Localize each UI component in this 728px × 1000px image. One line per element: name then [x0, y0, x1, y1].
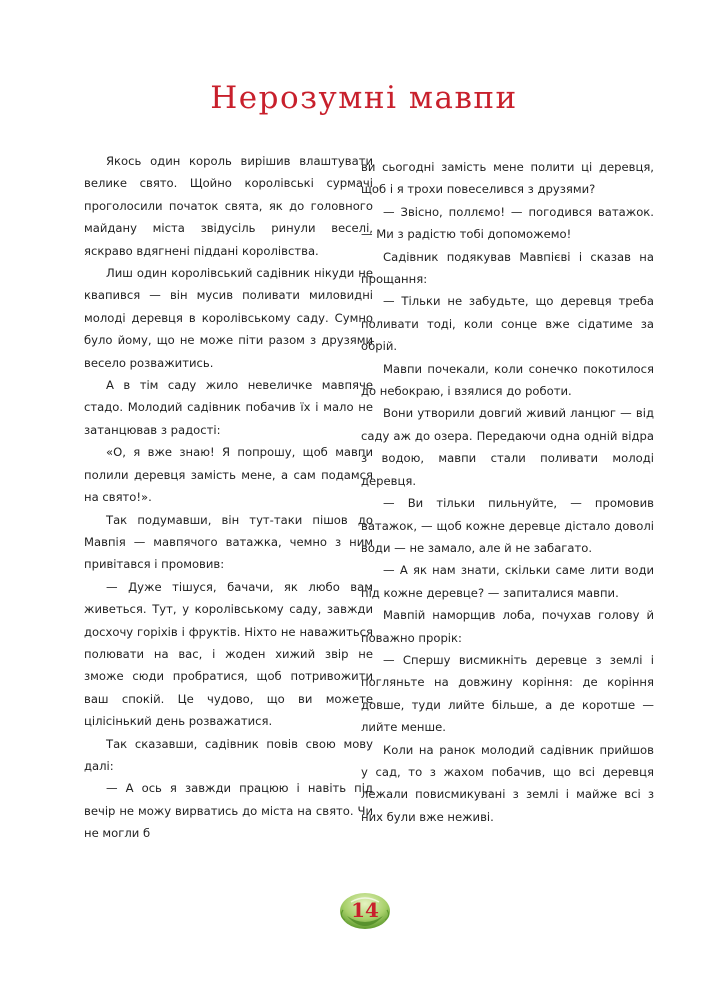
paragraph: «О, я вже знаю! Я попрошу, щоб мавпи полили деревця замість мене, а сам подамся на свято!». [84, 445, 373, 505]
page-number-badge [337, 892, 393, 934]
paragraph: Так подумавши, він тут-таки пішов до Мавпія — мавпячого ватажка, чемно з ним привітався і промовив: [84, 512, 373, 572]
paragraph: — А як нам знати, скільки саме лити води під кожне деревце? — запиталися мавпи. [361, 563, 654, 600]
paragraph: Мавпи почекали, коли сонечко покотилося до небокраю, і взялися до роботи. [361, 361, 654, 399]
paragraph: Коли на ранок молодий садівник прийшов у сад, то з жахом побачив, що всі деревця лежали повисмикувані з землі і майже всі з них були вже неживі. [361, 742, 654, 824]
page-title: Нерозумні мавпи [210, 80, 518, 116]
paragraph: А в тім саду жило невеличке мавпяче стадо. Молодий садівник побачив їх і мало не затанцював з радості: [84, 378, 373, 437]
text-column-right [361, 156, 654, 828]
paragraph: Садівник подякував Мавпієві і сказав на прощання: [361, 249, 654, 287]
paragraph: Так сказавши, садівник повів свою мову далі: [84, 736, 373, 773]
paragraph: — А ось я завжди працюю і навіть під вечір не можу вирватись до міста на свято. Чи не могли б [84, 781, 373, 841]
text-column-left [84, 150, 373, 845]
paragraph: Вони утворили довгий живий ланцюг — від саду аж до озера. Передаючи одна одній відра з водою, мавпи стали поливати молоді деревця. [361, 406, 654, 488]
paragraph: — Дуже тішуся, бачачи, як любо вам живеться. Тут, у королівському саду, завжди досхочу горіхів і фруктів. Ніхто не наважиться полювати на вас, і жоден хижий звір не зможе сюди пробратися, щоб потривожити ваш спокій. Це чудово, що ви можете цілісінький день розважатися. [84, 579, 373, 729]
paragraph: — Ви тільки пильнуйте, — промовив ватажок, — щоб кожне деревце дістало доволі води — не замало, але й не забагато. [361, 496, 654, 555]
page-number: 14 [351, 898, 379, 922]
paragraph: Мавпій наморщив лоба, почухав голову й поважно прорік: [361, 608, 654, 645]
paragraph: Якось один король вирішив влаштувати велике свято. Щойно королівські сурмачі проголосили початок свята, як до головного майдану міста звідусіль ринули веселі, яскраво вдягнені піддані королівства. [84, 154, 373, 258]
paragraph: — Спершу висмикніть деревце з землі і погляньте на довжину коріння: де коріння довше, туди лийте більше, а де коротше — лийте менше. [361, 652, 654, 735]
paragraph: — Звісно, поллємо! — погодився ватажок. — Ми з радістю тобі допоможемо! [361, 204, 654, 242]
paragraph: ви сьогодні замість мене полити ці деревця, щоб і я трохи повеселився з друзями? [361, 160, 654, 197]
paragraph: Лиш один королівський садівник нікуди не квапився — він мусив поливати миловидні молоді деревця в королівському саду. Сумно було йому, що не може піти разом з друзями весело розважитись. [84, 266, 373, 370]
paragraph: — Тільки не забудьте, що деревця треба поливати тоді, коли сонце вже сідатиме за обрій. [361, 294, 654, 354]
